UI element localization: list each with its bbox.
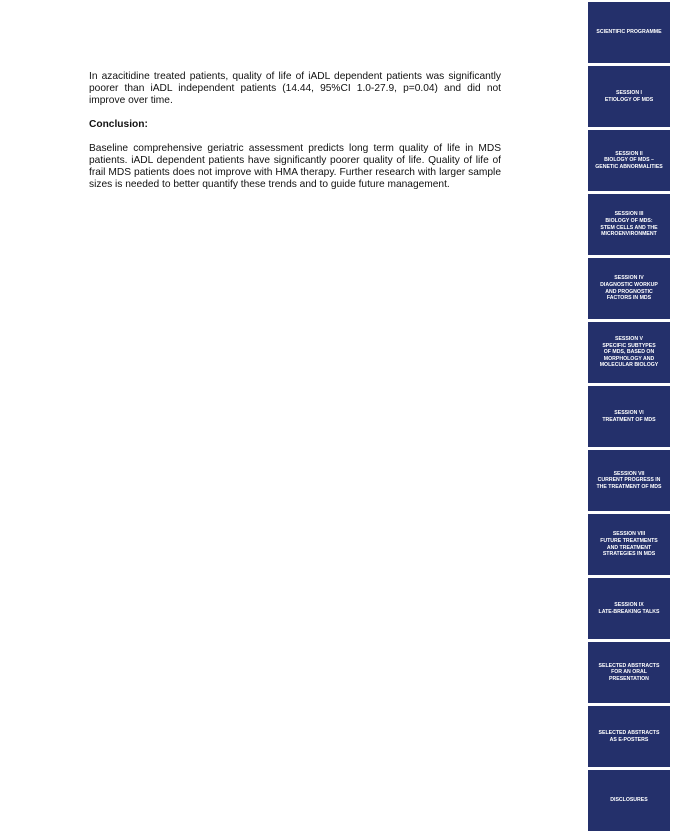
nav-disclosures[interactable] xyxy=(588,770,670,831)
nav-label: SESSION VII CURRENT PROGRESS IN THE TREATMENT OF MDS xyxy=(596,470,662,490)
nav-e-posters[interactable] xyxy=(588,706,670,767)
nav-label: SESSION IV DIAGNOSTIC WORKUP AND PROGNOSTIC FACTORS IN MDS xyxy=(600,275,658,302)
document-body xyxy=(89,71,501,203)
nav-session-1[interactable] xyxy=(588,66,670,127)
nav-scientific-programme[interactable] xyxy=(588,2,670,63)
nav-label: SESSION IX LATE-BREAKING TALKS xyxy=(598,601,660,615)
conclusion-heading: Conclusion: xyxy=(89,119,148,130)
sidebar-navigation xyxy=(588,0,670,832)
nav-session-6[interactable] xyxy=(588,386,670,447)
nav-label: SELECTED ABSTRACTS AS E-POSTERS xyxy=(598,729,660,743)
nav-label: DISCLOSURES xyxy=(610,797,648,804)
nav-label: SESSION II BIOLOGY OF MDS – GENETIC ABNORMALITIES xyxy=(595,150,663,170)
nav-oral-abstracts[interactable] xyxy=(588,642,670,703)
nav-label: SESSION VIII FUTURE TREATMENTS AND TREATMENT STRATEGIES IN MDS xyxy=(600,531,658,558)
conclusion-paragraph: Baseline comprehensive geriatric assessment predicts long term quality of life in MDS patients. iADL dependent patients have significantly poorer quality of life. Quality of life of frail MDS patients does not improve with HMA therapy. Further research with larger sample sizes is needed to better quantify these trends and to guide future management. xyxy=(89,143,501,190)
nav-session-7[interactable] xyxy=(588,450,670,511)
nav-session-8[interactable] xyxy=(588,514,670,575)
nav-session-5[interactable] xyxy=(588,322,670,383)
nav-session-2[interactable] xyxy=(588,130,670,191)
nav-label: SESSION V SPECIFIC SUBTYPES OF MDS, BASED ON MORPHOLOGY AND MOLECULAR BIOLOGY xyxy=(599,336,659,369)
nav-label: SESSION I ETIOLOGY OF MDS xyxy=(604,89,654,103)
nav-label: SCIENTIFIC PROGRAMME xyxy=(596,29,662,36)
nav-label: SELECTED ABSTRACTS FOR AN ORAL PRESENTATION xyxy=(598,662,660,682)
nav-session-9[interactable] xyxy=(588,578,670,639)
nav-label: SESSION VI TREATMENT OF MDS xyxy=(602,409,656,423)
results-paragraph: In azacitidine treated patients, quality of life of iADL dependent patients was significantly poorer than iADL independent patients (14.44, 95%CI 1.0-27.9, p=0.04) and did not improve over time. xyxy=(89,71,501,106)
nav-session-4[interactable] xyxy=(588,258,670,319)
nav-session-3[interactable] xyxy=(588,194,670,255)
nav-label: SESSION III BIOLOGY OF MDS: STEM CELLS AND THE MICROENVIRONMENT xyxy=(600,211,658,238)
